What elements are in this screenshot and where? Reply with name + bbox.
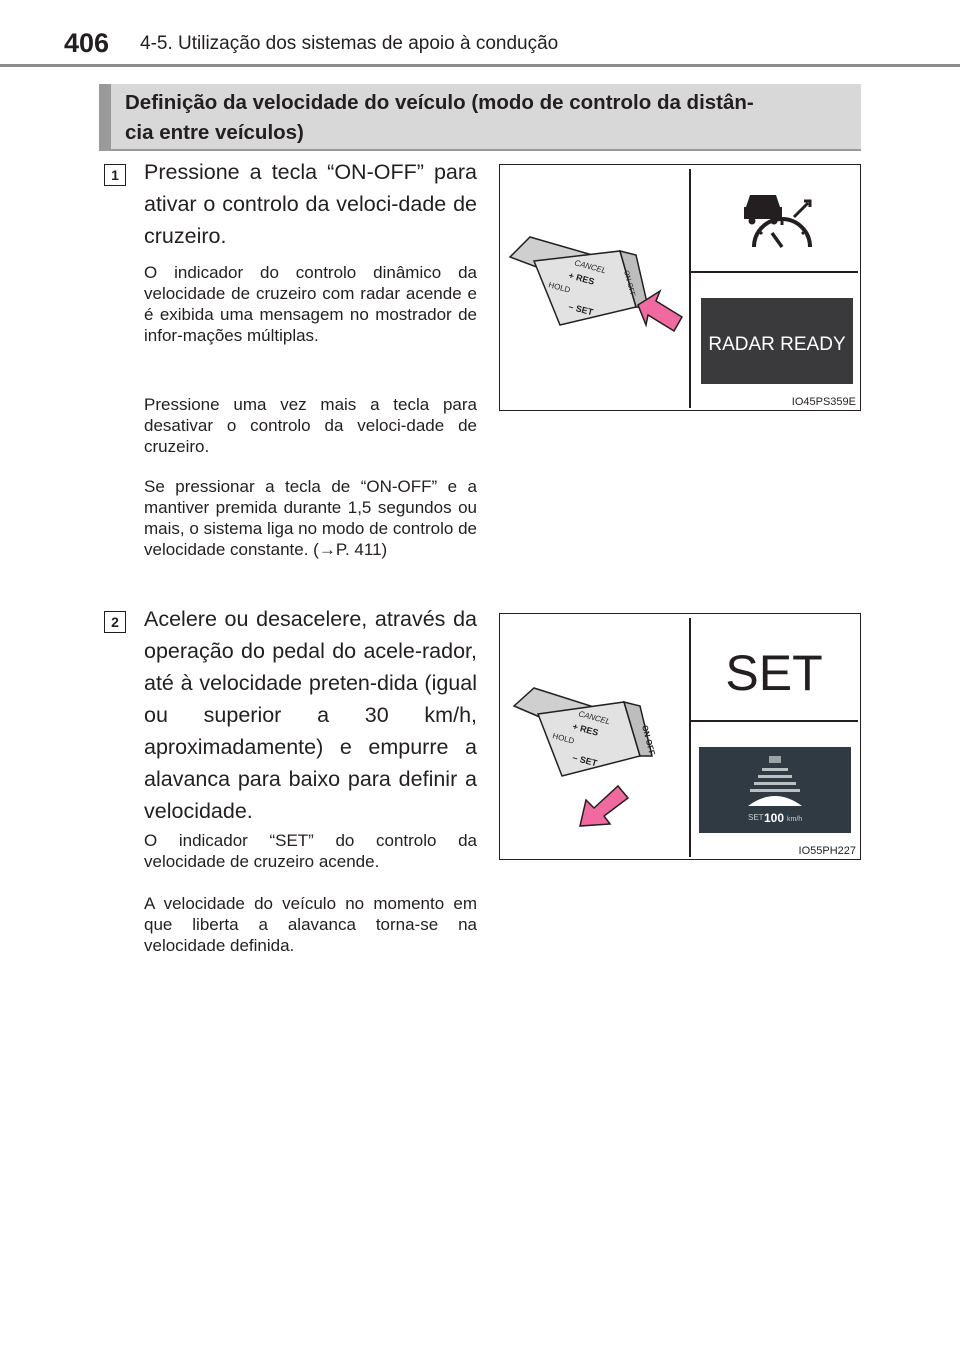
step-1-note-3: Se pressionar a tecla de “ON-OFF” e a mantiver premida durante 1,5 segundos ou mais, o sistema liga no modo de controlo de velocidade constante. (→P. 411) bbox=[144, 477, 477, 559]
lever-set-label: – SET bbox=[567, 301, 595, 318]
chapter-title: 4-5. Utilização dos sistemas de apoio à condução bbox=[140, 33, 559, 54]
lever-cancel-label: CANCEL bbox=[573, 258, 608, 276]
set-indicator-text: SET bbox=[725, 645, 823, 701]
step-2-main-text: Acelere ou desacelere, através da operação do pedal do acele-rador, até à velocidade preten-dida (igual ou superior a 30 km/h, aproximadamente) e empurre a alavanca para baixo para definir a velocidade. bbox=[144, 607, 477, 823]
radar-cruise-icon bbox=[744, 195, 810, 247]
figure-2-illustration bbox=[500, 614, 861, 860]
figure-2-code: IO55PH227 bbox=[798, 845, 856, 857]
step-2-note-2: A velocidade do veículo no momento em que liberta a alavanca torna-se na velocidade definida. bbox=[144, 894, 477, 955]
figure-1 bbox=[499, 164, 861, 411]
lever-hold-label: HOLD bbox=[551, 731, 576, 746]
header-rule bbox=[0, 64, 960, 67]
figure-1-illustration bbox=[500, 165, 861, 411]
step-1-main-text: Pressione a tecla “ON-OFF” para ativar o controlo da veloci-dade de cruzeiro. bbox=[144, 160, 477, 248]
display-set-label: SET bbox=[748, 813, 764, 822]
section-title-line2: cia entre veículos) bbox=[125, 121, 304, 144]
lever-res-label: + RES bbox=[571, 721, 600, 738]
lever-onoff-label: ON-OFF bbox=[622, 269, 636, 298]
lever-cancel-label: CANCEL bbox=[577, 709, 612, 727]
figure-2 bbox=[499, 613, 861, 860]
lever-hold-label: HOLD bbox=[547, 280, 572, 295]
cruise-lever bbox=[514, 688, 657, 776]
cruise-lever bbox=[510, 237, 648, 325]
section-title-line1: Definição da velocidade do veículo (modo de controlo da distân- bbox=[125, 91, 754, 114]
lever-set-label: – SET bbox=[571, 752, 599, 769]
push-down-arrow-icon bbox=[580, 786, 628, 826]
page-number: 406 bbox=[64, 28, 110, 58]
figure-1-code: IO45PS359E bbox=[791, 396, 856, 408]
step-2-number: 2 bbox=[104, 611, 126, 633]
step-1-note-2: Pressione uma vez mais a tecla para desativar o controlo da veloci-dade de cruzeiro. bbox=[144, 395, 477, 456]
display-speed-unit: km/h bbox=[787, 816, 803, 823]
display-speed-value: 100 bbox=[764, 811, 785, 825]
section-heading-box bbox=[99, 84, 861, 151]
lever-res-label: + RES bbox=[567, 270, 596, 287]
lever-onoff-label: ON-OFF bbox=[640, 724, 657, 757]
step-1-number: 1 bbox=[104, 164, 126, 186]
radar-ready-text: RADAR READY bbox=[708, 334, 846, 355]
step-1-note-1: O indicador do controlo dinâmico da velocidade de cruzeiro com radar acende e é exibida uma mensagem no mostrador de infor-mações múltiplas. bbox=[144, 263, 477, 345]
step-2-note-1: O indicador “SET” do controlo da velocidade de cruzeiro acende. bbox=[144, 831, 477, 871]
